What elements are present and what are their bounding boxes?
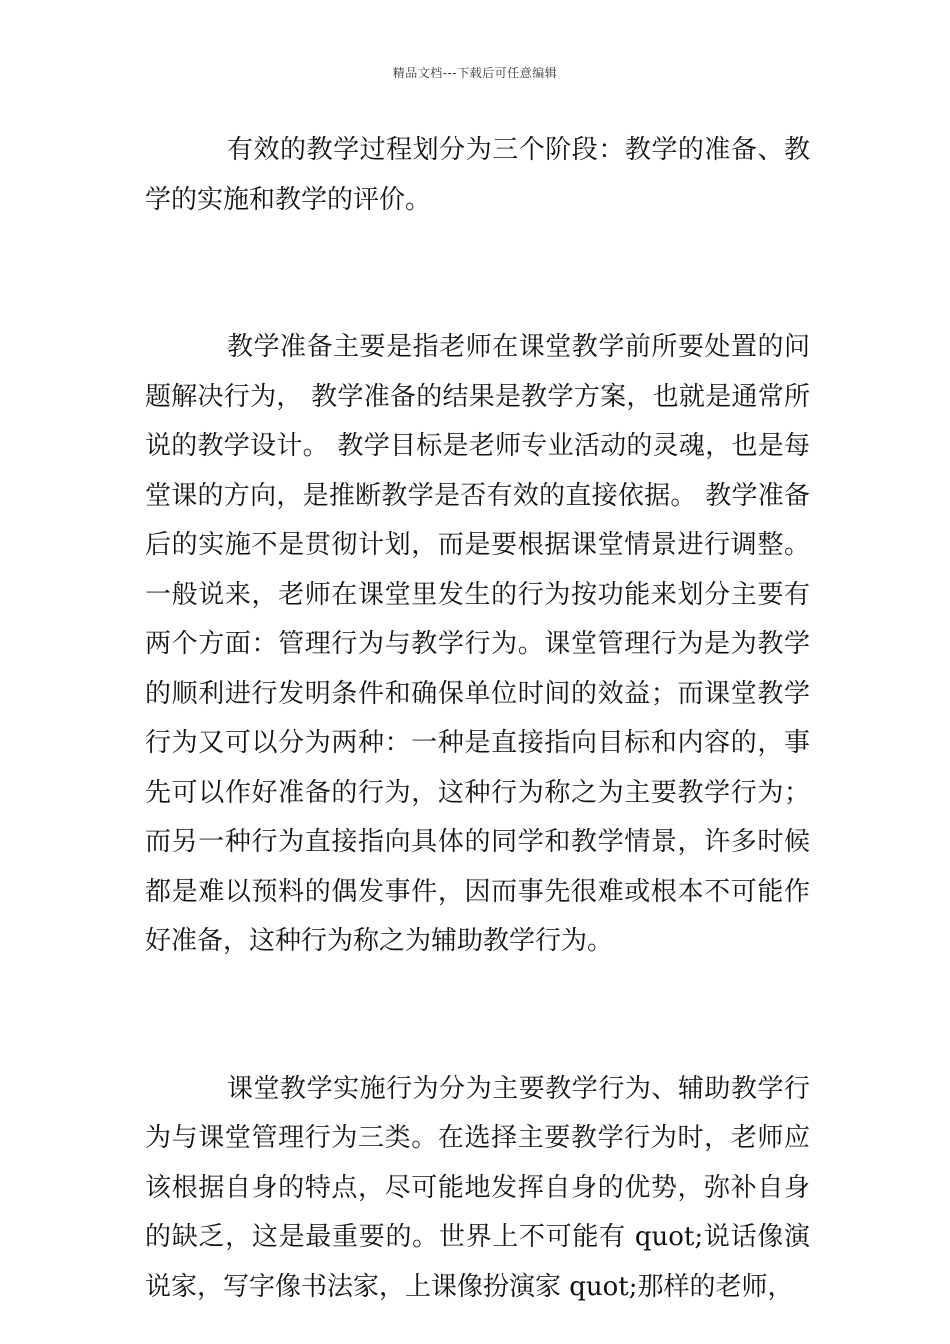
paragraph-2: 教学准备主要是指老师在课堂教学前所要处置的问题解决行为， 教学准备的结果是教学方案，也就是通常所说的教学设计。 教学目标是老师专业活动的灵魂，也是每堂课的方向，是推断教学是否有效的直接依据。 教学准备后的实施不是贯彻计划，而是要根据课堂情景进行调整。一般说来，老师在课堂里发生的行为按功能来划分主要有两个方面：管理行为与教学行为。课堂管理行为是为教学的顺利进行发明条件和确保单位时间的效益；而课堂教学行为又可以分为两种：一种是直接指向目标和内容的，事先可以作好准备的行为，这种行为称之为主要教学行为；而另一种行为直接指向具体的同学和教学情景，许多时候都是难以预料的偶发事件，因而事先很难或根本不可能作好准备，这种行为称之为辅助教学行为。 [145,332,810,956]
paragraph-3: 课堂教学实施行为分为主要教学行为、辅助教学行为与课堂管理行为三类。在选择主要教学行为时，老师应该根据自身的特点，尽可能地发挥自身的优势，弥补自身的缺乏，这是最重要的。世界上不可能有 quot;说话像演说家，写字像书法家，上课像扮演家 quot;那样的老师， [145,1073,810,1302]
paragraph-gap [145,225,810,323]
document-body [145,126,810,1312]
page-header: 精品文档---下载后可任意编辑 [392,66,558,80]
paragraph-1: 有效的教学过程划分为三个阶段：教学的准备、教学的实施和教学的评价。 [145,135,810,215]
paragraph-gap [145,967,810,1065]
